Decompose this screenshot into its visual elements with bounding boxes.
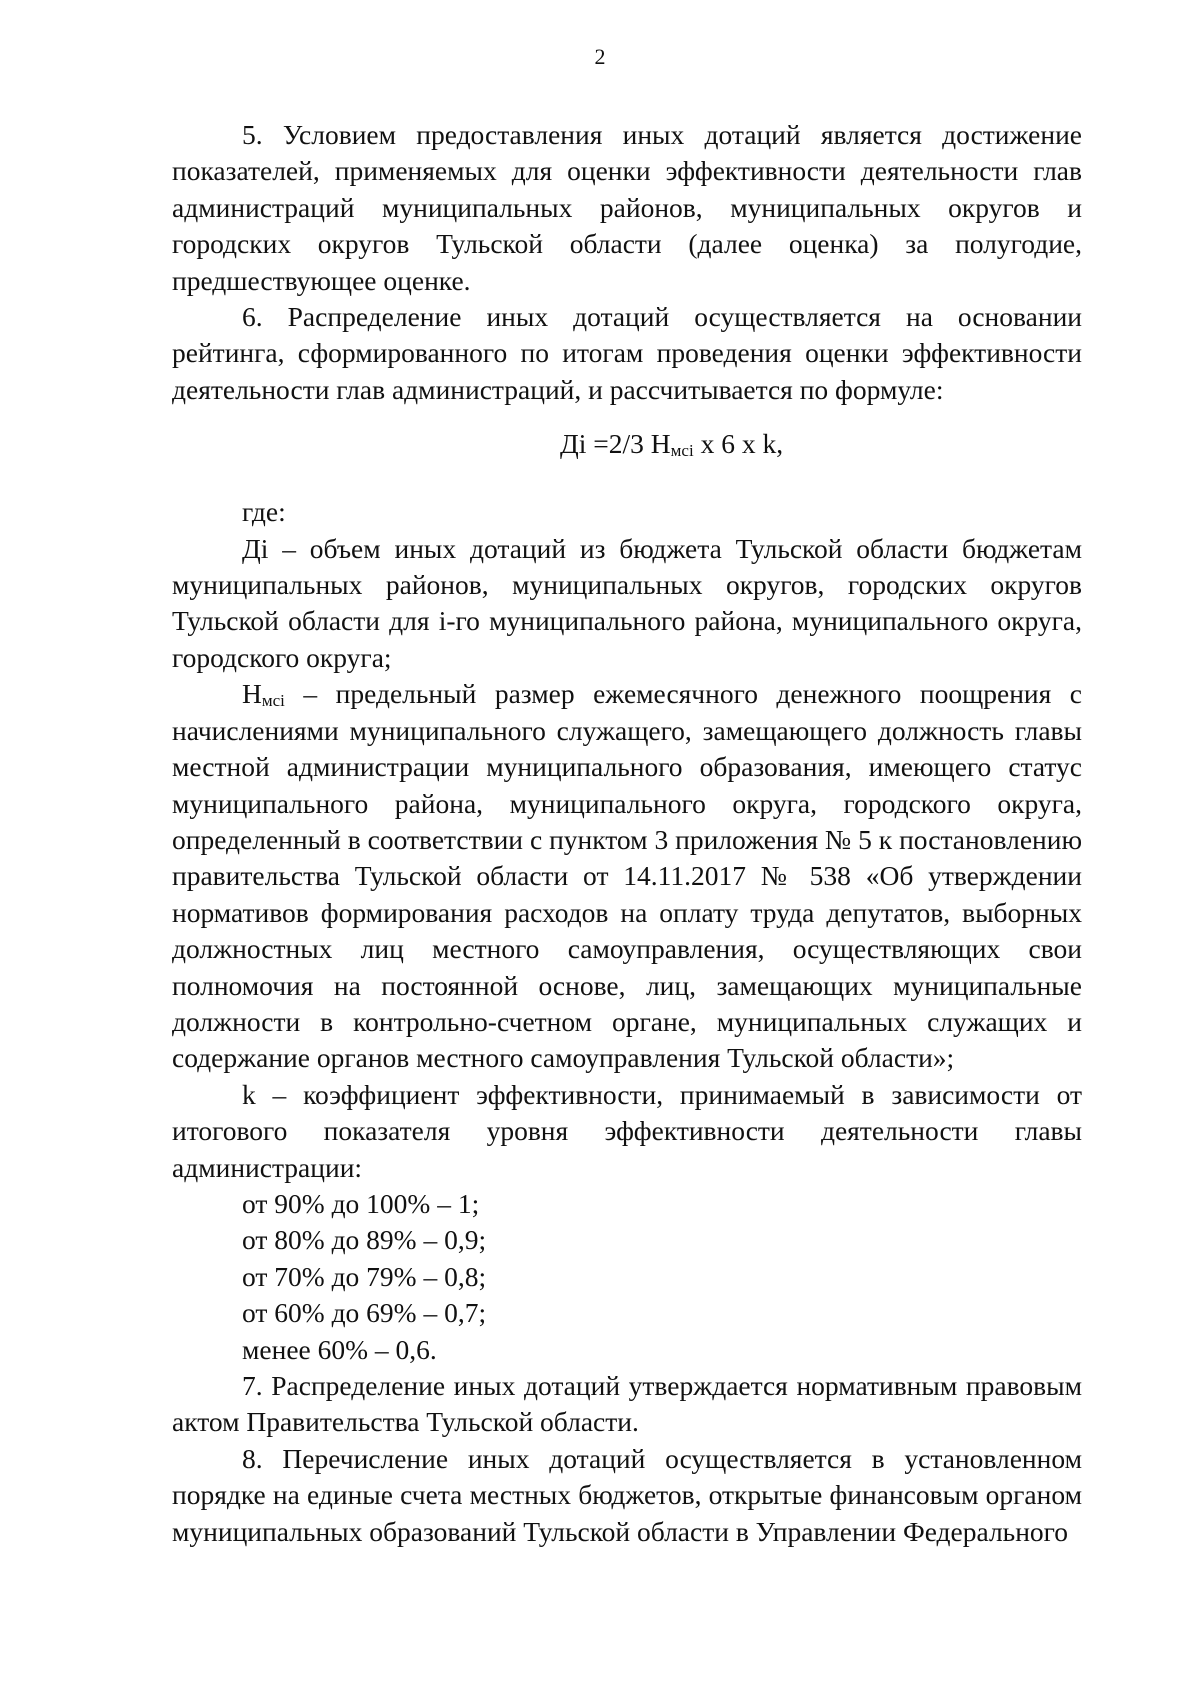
di-definition: Дi – объем иных дотаций из бюджета Тульской области бюджетам муниципальных районов, муниципальных округов, городских округов Тульской области для i-го муниципального района, муниципального округа, городского округа;: [172, 532, 1082, 673]
formula-left-part: Дi =2/3 Н: [560, 428, 671, 460]
document-body: [172, 117, 1082, 1550]
k-list-item: менее 60% – 0,6.: [242, 1333, 437, 1365]
formula-right-part: х 6 х k,: [693, 428, 784, 460]
paragraph-6: 6. Распределение иных дотаций осуществляется на основании рейтинга, сформированного по итогам проведения оценки эффективности деятельности глав администраций, и рассчитывается по формуле:: [172, 301, 1082, 405]
paragraph-8: 8. Перечисление иных дотаций осуществляется в установленном порядке на единые счета местных бюджетов, открытые финансовым органом муниципальных образований Тульской области в Управлении Федерального: [172, 1442, 1082, 1547]
paragraph-7: 7. Распределение иных дотаций утверждается нормативным правовым актом Правительства Тульской области.: [172, 1370, 1082, 1438]
where-label: где:: [242, 496, 286, 528]
k-list-item: от 80% до 89% – 0,9;: [242, 1224, 487, 1256]
formula-subscript: мсi: [670, 441, 694, 461]
n-definition: [172, 676, 1082, 1076]
n-symbol: Н: [242, 678, 262, 710]
distribution-formula: [172, 408, 1082, 494]
k-definition: k – коэффициент эффективности, принимаемый в зависимости от итогового показателя уровня эффективности деятельности главы администрации:: [172, 1078, 1082, 1183]
paragraph-5: 5. Условием предоставления иных дотаций является достижение показателей, применяемых для оценки эффективности деятельности глав администраций муниципальных районов, муниципальных округов и городских округов Тульской области (далее оценка) за полугодие, предшествующее оценке.: [172, 119, 1082, 296]
k-list-item: от 90% до 100% – 1;: [242, 1187, 480, 1219]
n-definition-text: – предельный размер ежемесячного денежного поощрения с начислениями муниципального служащего, замещающего должность главы местной администрации муниципального образования, имеющего статус муниципального района, муниципального округа, городского округа, определенный в соответствии с пунктом 3 приложения № 5 к постановлению правительства Тульской области от 14.11.2017 № 538 «Об утверждении нормативов формирования расходов на оплату труда депутатов, выборных должностных лиц местного самоуправления, осуществляющих свои полномочия на постоянной основе, лиц, замещающих муниципальные должности в контрольно-счетном органе, муниципальных служащих и содержание органов местного самоуправления Тульской области»;: [172, 678, 1082, 1074]
n-subscript: мсi: [261, 691, 285, 711]
k-list-item: от 70% до 79% – 0,8;: [242, 1260, 487, 1292]
page-number: 2: [594, 44, 606, 69]
k-list-item: от 60% до 69% – 0,7;: [242, 1297, 487, 1329]
